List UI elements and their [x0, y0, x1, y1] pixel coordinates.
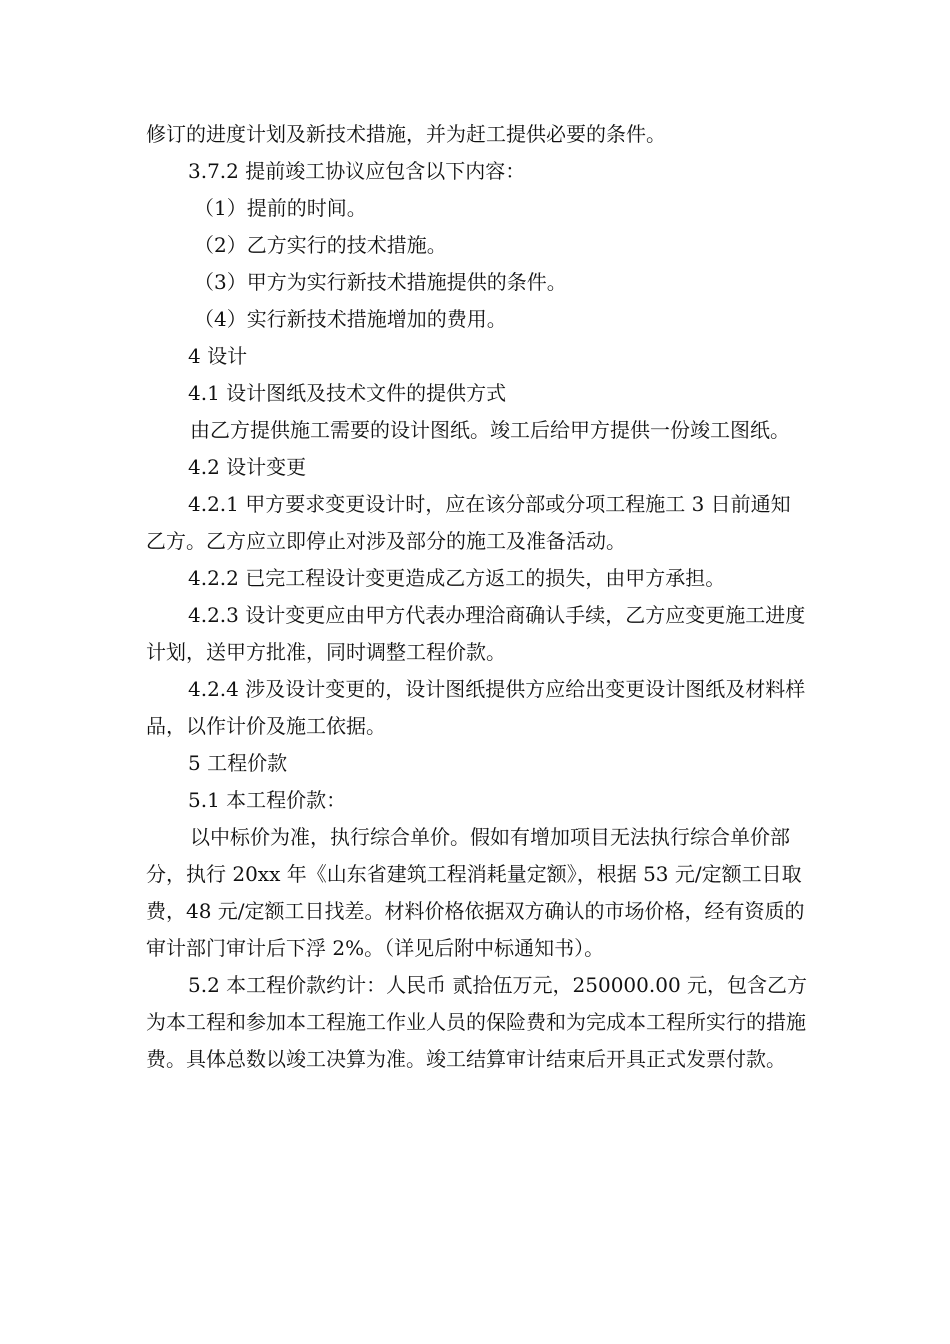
clause-4-2-3: 4.2.3 设计变更应由甲方代表办理洽商确认手续，乙方应变更施工进度计划，送甲方批准，同时调整工程价款。 [146, 603, 806, 664]
clause-5-1-heading: 5.1 本工程价款： [188, 788, 347, 812]
paragraph-continuation: 修订的进度计划及新技术措施，并为赶工提供必要的条件。 [146, 122, 666, 146]
document-page [146, 116, 808, 1078]
list-item-1: （1）提前的时间。 [194, 196, 367, 220]
list-item-3: （3）甲方为实行新技术措施提供的条件。 [194, 270, 567, 294]
list-item-4: （4）实行新技术措施增加的费用。 [194, 307, 507, 331]
clause-4-2-1: 4.2.1 甲方要求变更设计时，应在该分部或分项工程施工 3 日前通知乙方。乙方应立即停止对涉及部分的施工及准备活动。 [146, 492, 791, 553]
clause-5-1-body: 以中标价为准，执行综合单价。假如有增加项目无法执行综合单价部分，执行 20xx 年《山东省建筑工程消耗量定额》，根据 53 元/定额工日取费，48 元/定额工日找差。材料价格依据双方确认的市场价格，经有资质的审计部门审计后下浮 2%。（详见后附中标通知书）。 [146, 825, 805, 960]
section-4-heading: 4 设计 [188, 344, 248, 368]
clause-3-7-2-heading: 3.7.2 提前竣工协议应包含以下内容： [188, 159, 526, 183]
clause-4-1-heading: 4.1 设计图纸及技术文件的提供方式 [188, 381, 507, 405]
clause-4-2-2: 4.2.2 已完工程设计变更造成乙方返工的损失，由甲方承担。 [188, 566, 726, 590]
clause-5-2: 5.2 本工程价款约计：人民币 贰拾伍万元，250000.00 元，包含乙方为本工程和参加本工程施工作业人员的保险费和为完成本工程所实行的措施费。具体总数以竣工决算为准。竣工结算审计结束后开具正式发票付款。 [146, 973, 808, 1071]
list-item-2: （2）乙方实行的技术措施。 [194, 233, 447, 257]
clause-4-2-heading: 4.2 设计变更 [188, 455, 307, 479]
section-5-heading: 5 工程价款 [188, 751, 288, 775]
clause-4-1-body: 由乙方提供施工需要的设计图纸。竣工后给甲方提供一份竣工图纸。 [190, 418, 790, 442]
clause-4-2-4: 4.2.4 涉及设计变更的，设计图纸提供方应给出变更设计图纸及材料样品，以作计价及施工依据。 [146, 677, 806, 738]
